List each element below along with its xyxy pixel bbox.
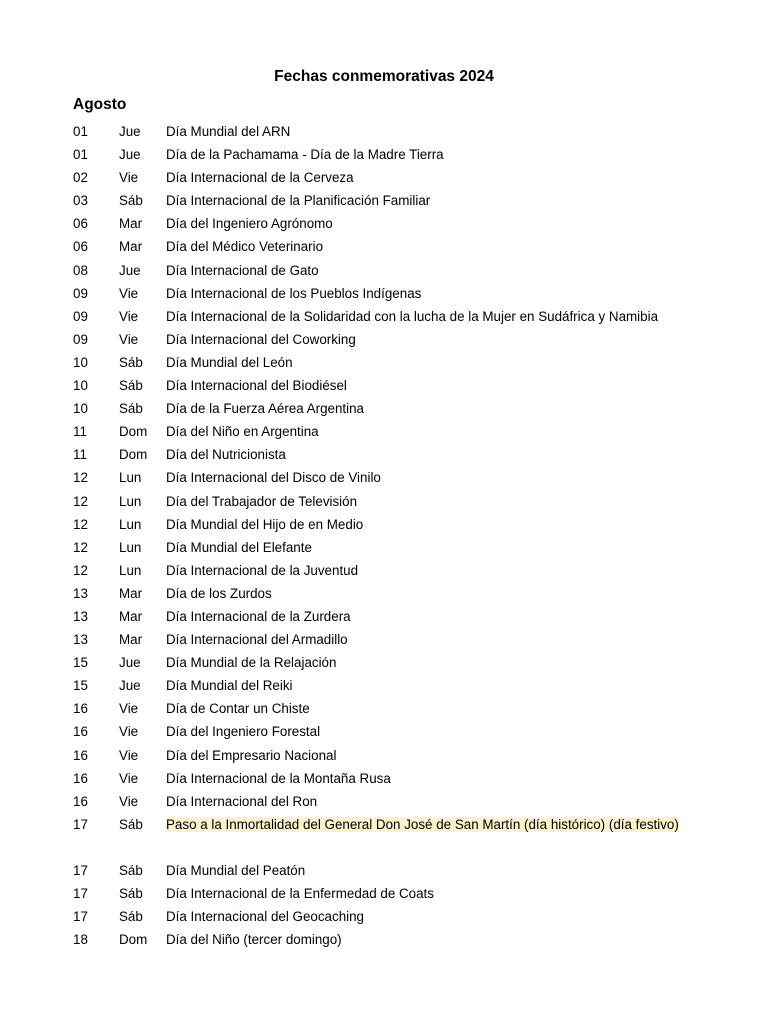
event-weekday: Sáb — [119, 886, 143, 902]
event-name: Día del Ingeniero Agrónomo — [166, 216, 333, 232]
event-name: Día Mundial del Hijo de en Medio — [166, 516, 364, 532]
list-item — [0, 582, 768, 605]
document-title: Fechas conmemorativas 2024 — [274, 68, 494, 85]
list-item — [0, 143, 768, 166]
event-name: Día Internacional del Biodiésel — [166, 378, 347, 394]
event-weekday: Dom — [119, 447, 148, 463]
event-day: 03 — [73, 193, 88, 209]
list-item — [0, 720, 768, 743]
list-item — [0, 328, 768, 351]
event-name: Día Internacional de Gato — [166, 262, 319, 278]
list-item — [0, 259, 768, 282]
event-day: 02 — [73, 170, 88, 186]
event-day: 16 — [73, 747, 88, 763]
event-weekday: Mar — [119, 216, 143, 232]
event-name: Día de Contar un Chiste — [166, 701, 310, 717]
event-weekday: Dom — [119, 424, 148, 440]
event-day: 12 — [73, 562, 88, 578]
list-item — [0, 813, 768, 859]
event-day: 06 — [73, 239, 88, 255]
list-item — [0, 928, 768, 951]
event-weekday: Dom — [119, 932, 148, 948]
event-day: 17 — [73, 909, 88, 925]
event-name: Día del Niño (tercer domingo) — [166, 932, 342, 948]
event-day: 12 — [73, 539, 88, 555]
event-name: Día Internacional del Coworking — [166, 331, 356, 347]
event-weekday: Sáb — [119, 193, 143, 209]
event-weekday: Vie — [119, 747, 139, 763]
event-name: Día Internacional del Disco de Vinilo — [166, 470, 381, 486]
event-day: 01 — [73, 147, 88, 163]
event-day: 10 — [73, 378, 88, 394]
event-weekday: Vie — [119, 770, 139, 786]
event-day: 08 — [73, 262, 88, 278]
event-day: 16 — [73, 701, 88, 717]
list-item — [0, 605, 768, 628]
event-weekday: Lun — [119, 539, 142, 555]
event-weekday: Lun — [119, 562, 142, 578]
event-day: 11 — [73, 424, 87, 440]
list-item — [0, 305, 768, 328]
event-day: 15 — [73, 655, 88, 671]
event-name: Día Internacional de la Enfermedad de Coats — [166, 886, 434, 902]
event-weekday: Sáb — [119, 354, 143, 370]
event-weekday: Mar — [119, 585, 143, 601]
list-item — [0, 744, 768, 767]
event-name: Día Mundial del Reiki — [166, 678, 293, 694]
list-item — [0, 120, 768, 143]
list-item — [0, 767, 768, 790]
event-name: Día Internacional de la Solidaridad con la lucha de la Mujer en Sudáfrica y Namibia — [166, 308, 659, 324]
event-name: Día del Nutricionista — [166, 447, 286, 463]
event-day: 17 — [73, 863, 88, 878]
list-item — [0, 859, 768, 882]
event-weekday: Lun — [119, 493, 142, 509]
list-item — [0, 651, 768, 674]
event-day: 10 — [73, 401, 88, 417]
event-weekday: Mar — [119, 632, 143, 648]
event-name: Día Mundial del Elefante — [166, 539, 312, 555]
event-day: 06 — [73, 216, 88, 232]
event-day: 09 — [73, 331, 88, 347]
list-item — [0, 235, 768, 258]
event-day: 13 — [73, 608, 88, 624]
list-item — [0, 443, 768, 466]
event-day: 09 — [73, 308, 88, 324]
event-day: 18 — [73, 932, 88, 948]
event-day: 16 — [73, 793, 88, 809]
event-weekday: Sáb — [119, 863, 143, 878]
event-name-highlighted: Paso a la Inmortalidad del General Don José de San Martín (día histórico) (día festivo) — [166, 816, 679, 832]
list-item — [0, 628, 768, 651]
event-name: Día Mundial del Peatón — [166, 863, 306, 878]
event-day: 09 — [73, 285, 88, 301]
event-weekday: Vie — [119, 793, 139, 809]
event-name: Día de la Fuerza Aérea Argentina — [166, 401, 365, 417]
event-weekday: Jue — [119, 678, 141, 694]
event-name: Día Internacional de la Zurdera — [166, 608, 351, 624]
event-weekday: Vie — [119, 701, 139, 717]
list-item — [0, 513, 768, 536]
event-weekday: Lun — [119, 516, 142, 532]
event-weekday: Mar — [119, 239, 143, 255]
event-name: Día del Ingeniero Forestal — [166, 724, 321, 740]
event-weekday: Vie — [119, 724, 139, 740]
list-item — [0, 466, 768, 489]
list-item — [0, 697, 768, 720]
event-name: Día Internacional del Geocaching — [166, 909, 365, 925]
event-day: 12 — [73, 516, 88, 532]
event-day: 16 — [73, 770, 88, 786]
event-day: 17 — [73, 886, 88, 902]
list-item — [0, 490, 768, 513]
event-weekday: Vie — [119, 285, 139, 301]
list-item — [0, 374, 768, 397]
list-item — [0, 536, 768, 559]
event-name: Día Internacional del Armadillo — [166, 632, 348, 648]
event-name: Día Mundial del ARN — [166, 124, 291, 139]
event-weekday: Jue — [119, 655, 141, 671]
list-item — [0, 351, 768, 374]
event-name: Día Internacional de la Cerveza — [166, 170, 354, 186]
event-name: Día Mundial de la Relajación — [166, 655, 337, 671]
event-name: Día Mundial del León — [166, 354, 293, 370]
event-weekday: Sáb — [119, 816, 143, 832]
event-weekday: Jue — [119, 124, 141, 139]
event-name: Día del Empresario Nacional — [166, 747, 337, 763]
event-day: 13 — [73, 632, 88, 648]
event-name: Día del Médico Veterinario — [166, 239, 324, 255]
event-name: Día Internacional de la Juventud — [166, 562, 359, 578]
event-name: Día del Trabajador de Televisión — [166, 493, 358, 509]
event-name-wrapper — [73, 813, 693, 836]
event-day: 01 — [73, 124, 88, 139]
event-weekday: Sáb — [119, 909, 143, 925]
event-weekday: Mar — [119, 608, 143, 624]
events-list — [0, 120, 768, 951]
event-name: Día Internacional de la Planificación Familiar — [166, 193, 431, 209]
event-weekday: Sáb — [119, 401, 143, 417]
list-item — [0, 212, 768, 235]
event-day: 17 — [73, 816, 88, 832]
event-day: 10 — [73, 354, 88, 370]
list-item — [0, 905, 768, 928]
event-name: Día de la Pachamama - Día de la Madre Tierra — [166, 147, 444, 163]
event-weekday: Vie — [119, 170, 139, 186]
event-day: 16 — [73, 724, 88, 740]
event-day: 11 — [73, 447, 87, 463]
event-day: 13 — [73, 585, 88, 601]
month-heading: Agosto — [73, 96, 127, 113]
event-weekday: Vie — [119, 308, 139, 324]
event-day: 12 — [73, 470, 88, 486]
event-name: Día Internacional de los Pueblos Indígenas — [166, 285, 422, 301]
list-item — [0, 189, 768, 212]
list-item — [0, 166, 768, 189]
event-name: Día de los Zurdos — [166, 585, 272, 601]
list-item — [0, 882, 768, 905]
event-name: Día Internacional del Ron — [166, 793, 318, 809]
list-item — [0, 790, 768, 813]
list-item — [0, 397, 768, 420]
event-weekday: Sáb — [119, 378, 143, 394]
list-item — [0, 559, 768, 582]
event-name: Día del Niño en Argentina — [166, 424, 319, 440]
event-day: 15 — [73, 678, 88, 694]
list-item — [0, 674, 768, 697]
event-weekday: Lun — [119, 470, 142, 486]
event-name: Día Internacional de la Montaña Rusa — [166, 770, 391, 786]
event-weekday: Jue — [119, 262, 141, 278]
event-day: 12 — [73, 493, 88, 509]
event-weekday: Jue — [119, 147, 141, 163]
list-item — [0, 420, 768, 443]
event-weekday: Vie — [119, 331, 139, 347]
list-item — [0, 282, 768, 305]
